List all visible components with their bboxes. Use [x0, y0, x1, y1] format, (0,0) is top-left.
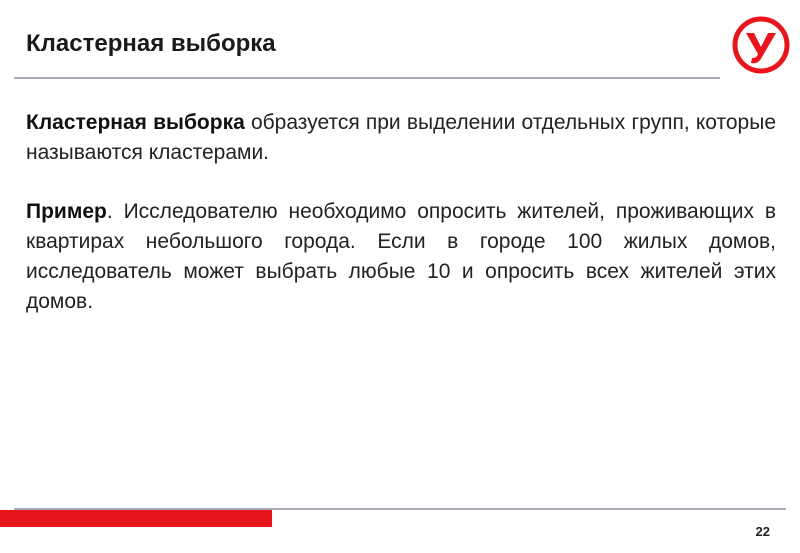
- page-number: 22: [755, 524, 770, 539]
- university-logo-icon: [732, 16, 790, 74]
- example-paragraph: [26, 197, 776, 317]
- definition-text: образуется при выделении отдельных групп, которые называются кластерами.: [26, 111, 776, 164]
- definition-paragraph: [26, 108, 776, 168]
- definition-term: Кластерная выборка: [26, 111, 245, 134]
- title-divider: [14, 77, 720, 79]
- footer-accent-bar: [0, 510, 272, 527]
- example-text: . Исследователю необходимо опросить жителей, проживающих в квартирах небольшого города. Если в городе 100 жилых домов, исследователь может выбрать любые 10 и опросить всех жителей этих домов.: [26, 200, 776, 313]
- example-term: Пример: [26, 200, 107, 223]
- slide-body: [26, 108, 776, 317]
- slide-title: Кластерная выборка: [26, 30, 276, 57]
